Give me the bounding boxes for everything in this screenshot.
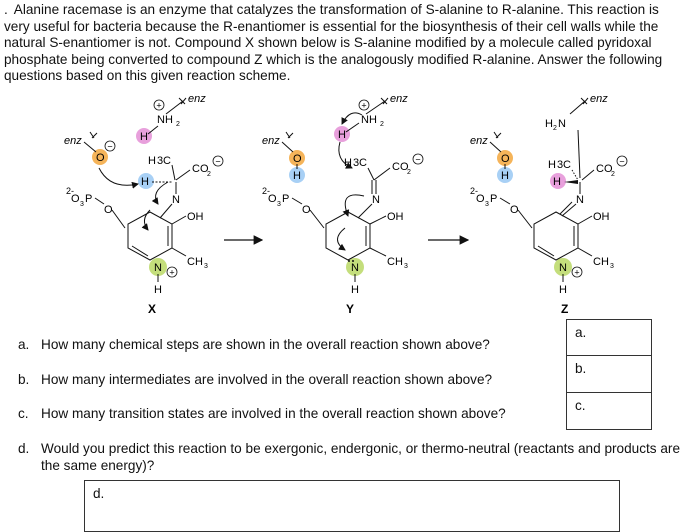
svg-text:N: N (559, 262, 567, 274)
question-d (18, 440, 690, 476)
svg-text:OH: OH (187, 211, 204, 223)
svg-text:CH: CH (187, 256, 203, 268)
svg-text:enz: enz (64, 135, 82, 147)
svg-text:3: 3 (204, 263, 208, 270)
svg-text:−: − (215, 156, 221, 167)
svg-text:O: O (293, 153, 302, 165)
svg-text:P: P (85, 193, 93, 205)
question-a-text: How many chemical steps are shown in the overall reaction shown above? (41, 337, 490, 352)
svg-text:CO: CO (192, 163, 209, 175)
svg-text:N: N (576, 194, 584, 206)
atom-h: H (140, 131, 148, 143)
svg-text:O: O (302, 204, 311, 216)
question-c (18, 405, 568, 422)
svg-text:2: 2 (176, 121, 180, 128)
svg-text:+: + (169, 267, 175, 278)
structure-x (64, 93, 223, 316)
svg-text:O: O (268, 193, 277, 205)
question-b-text: How many intermediates are involved in the overall reaction shown above? (41, 372, 493, 387)
svg-text:enz: enz (390, 93, 408, 105)
svg-text:N: N (372, 194, 380, 206)
structure-z (470, 93, 627, 316)
svg-text:2-: 2- (66, 186, 75, 196)
svg-text:2: 2 (380, 121, 384, 128)
svg-text:C: C (563, 159, 571, 171)
svg-text:−: − (619, 156, 625, 167)
svg-text:OH: OH (387, 211, 404, 223)
answer-box-b-label: b. (575, 361, 587, 376)
svg-text:3: 3 (277, 201, 281, 208)
svg-text:CH: CH (387, 256, 403, 268)
answer-box-b[interactable] (566, 355, 652, 393)
svg-text:3: 3 (557, 159, 564, 171)
svg-text:H: H (548, 159, 556, 171)
atom-nh2: NH (157, 114, 173, 126)
svg-text:−: − (107, 141, 113, 152)
answer-box-d[interactable] (84, 480, 620, 532)
svg-text:H: H (148, 155, 156, 167)
svg-text:O: O (71, 193, 80, 205)
svg-text:2-: 2- (262, 186, 271, 196)
svg-text:CH: CH (593, 256, 609, 268)
svg-text:N: N (558, 118, 566, 130)
svg-text:3: 3 (404, 263, 408, 270)
svg-text:H: H (141, 176, 149, 188)
svg-text:+: + (361, 100, 367, 111)
label-x: X (148, 302, 157, 316)
question-c-text: How many transition states are involved in the overall reaction shown above? (41, 406, 506, 421)
atom-o: O (96, 152, 105, 164)
svg-text:2-: 2- (470, 186, 479, 196)
label-y: Y (346, 302, 355, 316)
svg-text:−: − (415, 154, 421, 165)
svg-text:H: H (293, 170, 301, 182)
svg-text:H: H (338, 129, 346, 141)
svg-text:enz: enz (590, 93, 608, 105)
question-d-text: Would you predict this reaction to be exergonic, endergonic, or thermo-neutral (reactants and products are the same energy)? (41, 441, 681, 473)
svg-text:3: 3 (485, 201, 489, 208)
svg-text:2: 2 (407, 169, 411, 176)
svg-text:OH: OH (593, 211, 610, 223)
svg-text:enz: enz (262, 135, 280, 147)
svg-text:N: N (154, 262, 162, 274)
svg-text:H: H (559, 284, 567, 296)
svg-text:H: H (553, 176, 561, 188)
question-b (18, 371, 558, 388)
svg-text:H: H (501, 170, 509, 182)
svg-text:3: 3 (353, 157, 360, 169)
svg-text:H: H (344, 157, 352, 169)
question-b-letter: b. (18, 372, 30, 387)
svg-text:C: C (359, 157, 367, 169)
question-a-letter: a. (18, 337, 30, 352)
svg-text:N: N (351, 262, 359, 274)
svg-text:3: 3 (610, 263, 614, 270)
svg-text:2: 2 (207, 171, 211, 178)
intro-text: Alanine racemase is an enzyme that catalyzes the transformation of S-alanine to R-alanine. This reaction is very useful for bacteria because the R-enantiomer is essential for the biosynthesis of their cell walls while the natural S-enantiomer is not. Compound X shown below is S-alanine modified by a molecule called pyridoxal phosphate being converted to compound Z which is the analogously modified R-alanine. Answer the following questions based on this given reaction scheme. (4, 2, 663, 84)
svg-text:+: + (574, 267, 580, 278)
question-d-letter: d. (18, 441, 30, 456)
svg-text:+: + (156, 100, 162, 111)
svg-text:O: O (501, 153, 510, 165)
question-a (18, 336, 558, 353)
question-intro (4, 2, 688, 85)
svg-text:2: 2 (553, 125, 557, 132)
svg-text:H: H (545, 118, 553, 130)
answer-box-d-label: d. (93, 486, 105, 501)
atom-n: N (172, 194, 180, 206)
enz-label: enz (188, 93, 206, 105)
intro-lead-mark: . (4, 2, 8, 17)
answer-box-c-label: c. (575, 398, 586, 413)
svg-text:NH: NH (361, 114, 377, 126)
svg-text:CO: CO (392, 161, 409, 173)
question-c-letter: c. (18, 406, 29, 421)
svg-text:CO: CO (596, 163, 613, 175)
svg-text:3: 3 (157, 155, 164, 167)
reaction-scheme (0, 90, 694, 320)
svg-text:H: H (351, 284, 359, 296)
answer-box-a-label: a. (575, 325, 587, 340)
structure-y (262, 93, 423, 316)
svg-text:3: 3 (80, 201, 84, 208)
svg-text:enz: enz (470, 135, 488, 147)
svg-text:O: O (476, 193, 485, 205)
svg-text:O: O (104, 204, 113, 216)
answer-box-c[interactable] (566, 392, 652, 430)
svg-text:2: 2 (611, 171, 615, 178)
svg-text:O: O (510, 204, 519, 216)
svg-text:P: P (282, 193, 290, 205)
svg-text:P: P (490, 193, 498, 205)
label-z: Z (561, 302, 569, 316)
answer-box-a[interactable] (566, 319, 652, 356)
svg-text:H: H (154, 284, 162, 296)
svg-text:C: C (163, 155, 171, 167)
